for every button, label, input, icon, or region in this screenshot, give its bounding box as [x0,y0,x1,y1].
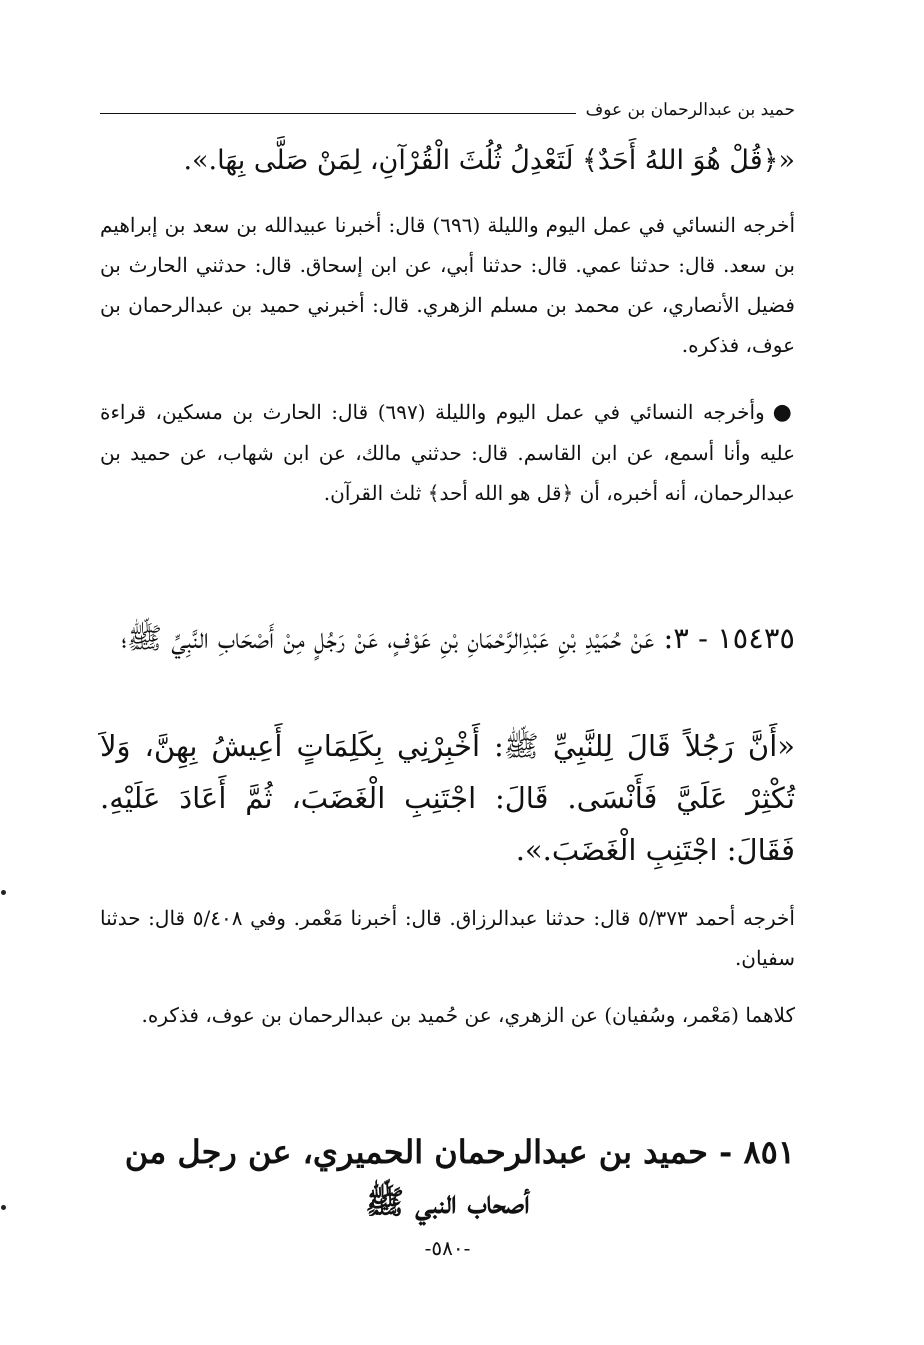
book-page [100,0,795,1345]
source-paragraph-4: كلاهما (مَعْمر، وسُفيان) عن الزهري، عن حُميد بن عبدالرحمان بن عوف، فذكره. [141,1003,795,1027]
header-rule [100,113,576,114]
scan-speck [1,890,6,895]
chapter-heading-line-2: أصحاب النبي ﷺ [365,1183,530,1221]
source-paragraph-2 [100,392,795,513]
chapter-heading-line-1: ٨٥١ - حميد بن عبدالرحمان الحميري، عن رجل من [124,1133,795,1171]
bullet-icon: ● [772,400,795,425]
source-paragraph-2-text: وأخرجه النسائي في عمل اليوم والليلة (٦٩٧) قال: الحارث بن مسكين، قراءة عليه وأنا أسمع، عن ابن القاسم. قال: حدثني مالك، عن ابن شهاب، عن حميد بن عبدالرحمان، أنه أخبره، أن ﴿قل هو الله أحد﴾ ثلث القرآن. [100,400,795,505]
hadith-matn: «أَنَّ رَجُلاً قَالَ لِلنَّبِيِّ ﷺ: أَخْبِرْنِي بِكَلِمَاتٍ أَعِيشُ بِهِنَّ، وَلاَ تُكْثِرْ عَلَيَّ فَأَنْسَى. قَالَ: اجْتَنِبِ الْغَضَبَ، ثُمَّ أَعَادَ عَلَيْهِ. فَقَالَ: اجْتَنِبِ الْغَضَبَ.». [100,729,796,867]
page-number: -٥٨٠- [424,1236,471,1260]
running-header [100,95,795,125]
scan-speck [1,1205,6,1210]
source-paragraph-1: أخرجه النسائي في عمل اليوم والليلة (٦٩٦) قال: أخبرنا عبيدالله بن سعد بن إبراهيم بن سعد. قال: حدثنا عمي. قال: حدثنا أبي، عن ابن إسحاق. قال: حدثني الحارث بن فضيل الأنصاري، عن محمد بن مسلم الزهري. قال: أخبرني حميد بن عبدالرحمان بن عوف، فذكره. [100,213,796,357]
running-title: حميد بن عبدالرحمان بن عوف [585,100,795,120]
hadith-heading: ١٥٤٣٥ - ٣: عَنْ حُمَيْدِ بْنِ عَبْدِالرَّحْمَانِ بْنِ عَوْفٍ، عَنْ رَجُلٍ مِنْ أَصْحَابِ النَّبِيِّ ﷺ؛ [121,621,795,655]
hadith-quote-text: «﴿قُلْ هُوَ اللهُ أَحَدٌ﴾ لَتَعْدِلُ ثُلُثَ الْقُرْآنِ، لِمَنْ صَلَّى بِهَا.». [183,145,795,176]
source-paragraph-3: أخرجه أحمد ٥/٣٧٣ قال: حدثنا عبدالرزاق. قال: أخبرنا مَعْمر. وفي ٥/٤٠٨ قال: حدثنا سفيان. [100,906,795,970]
